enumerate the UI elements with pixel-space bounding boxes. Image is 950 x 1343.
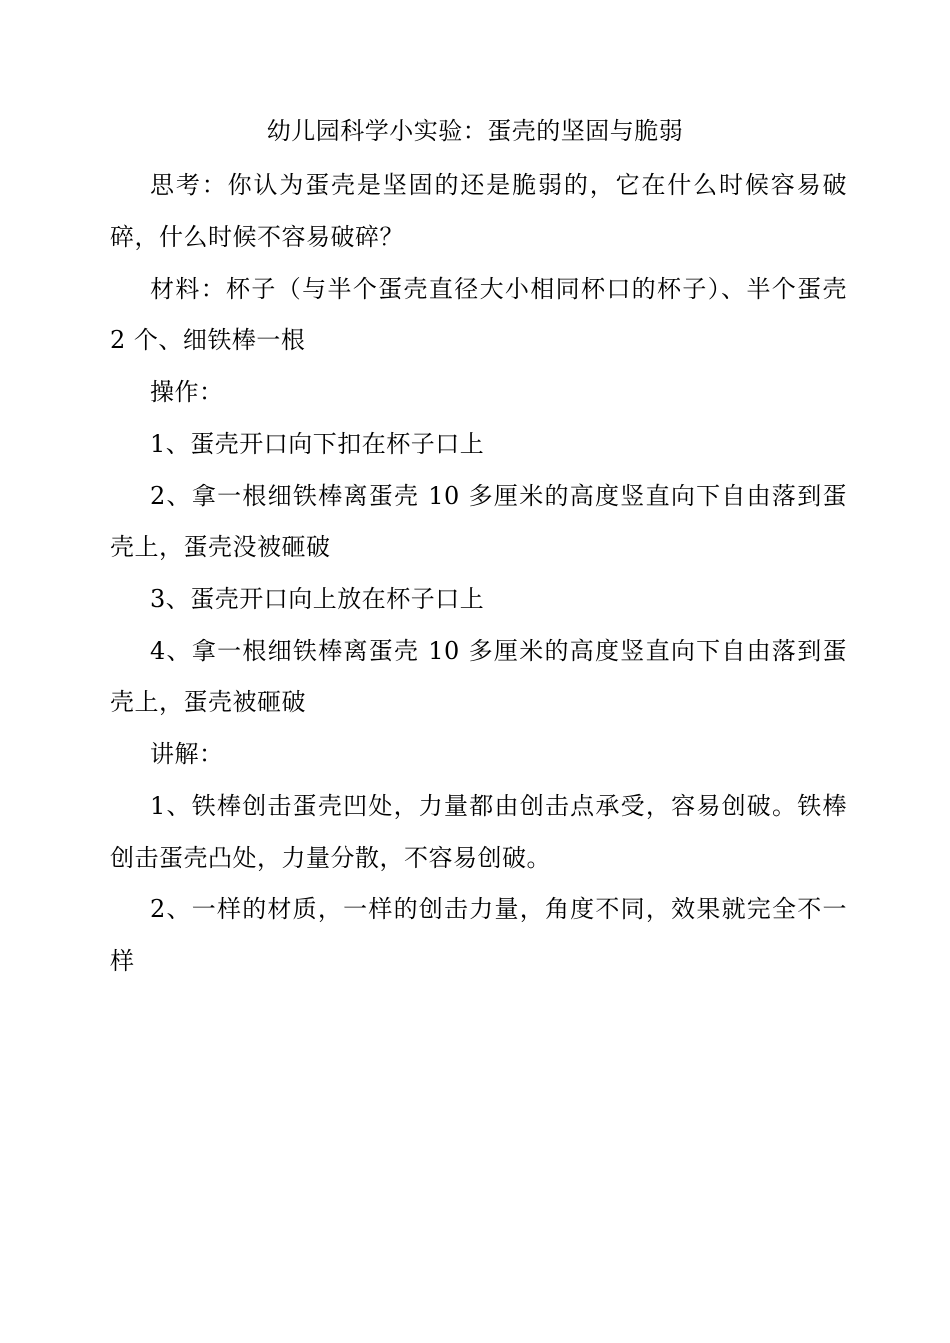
operation-step-2-line-2: 壳上，蛋壳没被砸破 xyxy=(110,533,331,561)
operation-step-3: 3、蛋壳开口向上放在杯子口上 xyxy=(150,585,485,613)
explanation-2-line-2: 样 xyxy=(110,947,135,975)
operation-step-4-line-1: 4、拿一根细铁棒离蛋壳 10 多厘米的高度竖直向下自由落到蛋 xyxy=(150,637,847,665)
explanation-1-line-2: 创击蛋壳凸处，力量分散，不容易创破。 xyxy=(110,844,551,872)
explanation-heading: 讲解： xyxy=(150,740,224,768)
operation-step-1: 1、蛋壳开口向下扣在杯子口上 xyxy=(150,430,485,458)
document-title: 幼儿园科学小实验：蛋壳的坚固与脆弱 xyxy=(266,117,684,145)
materials-line-1: 材料：杯子（与半个蛋壳直径大小相同杯口的杯子）、半个蛋壳 xyxy=(150,275,847,303)
operation-step-2-line-1: 2、拿一根细铁棒离蛋壳 10 多厘米的高度竖直向下自由落到蛋 xyxy=(150,482,847,510)
thinking-line-2: 碎，什么时候不容易破碎？ xyxy=(110,223,404,251)
explanation-1-line-1: 1、铁棒创击蛋壳凹处，力量都由创击点承受，容易创破。铁棒 xyxy=(150,792,847,820)
materials-line-2: 2 个、细铁棒一根 xyxy=(110,326,306,354)
operation-heading: 操作： xyxy=(150,378,224,406)
thinking-line-1: 思考：你认为蛋壳是坚固的还是脆弱的，它在什么时候容易破 xyxy=(150,171,847,199)
explanation-2-line-1: 2、一样的材质，一样的创击力量，角度不同，效果就完全不一 xyxy=(150,895,847,923)
operation-step-4-line-2: 壳上，蛋壳被砸破 xyxy=(110,688,306,716)
